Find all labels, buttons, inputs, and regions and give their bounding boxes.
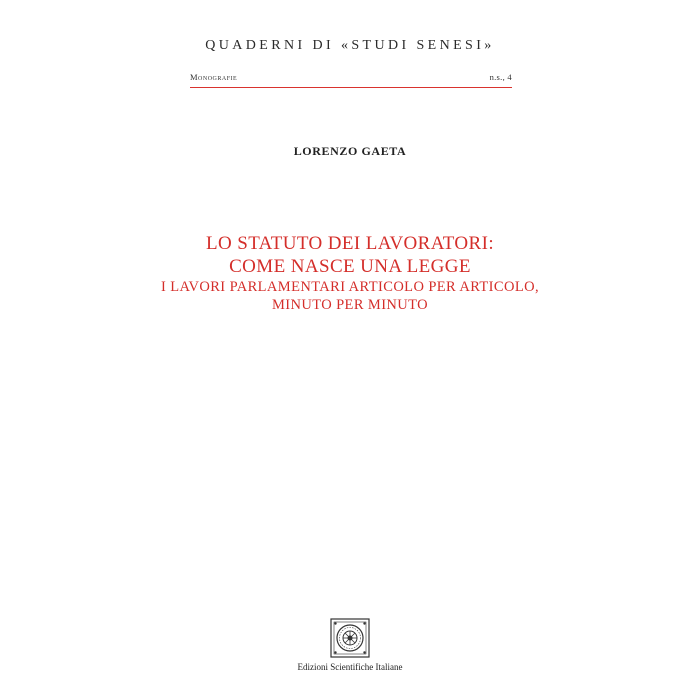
author-name: LORENZO GAETA — [293, 144, 407, 158]
header-rule — [190, 87, 512, 88]
series-collection: Monografie — [190, 72, 238, 82]
subtitle-line-1: I LAVORI PARLAMENTARI ARTICOLO PER ARTICOLO, — [160, 279, 540, 295]
series-title: QUADERNI DI «STUDI SENESI» — [205, 38, 495, 53]
subtitle-line-2: MINUTO PER MINUTO — [271, 297, 429, 313]
book-title-block — [0, 232, 700, 314]
publisher-name: Edizioni Scientifiche Italiane — [297, 662, 403, 672]
title-line-2: COME NASCE UNA LEGGE — [229, 256, 471, 277]
publisher-seal-icon — [330, 618, 370, 658]
series-number: n.s., 4 — [489, 72, 512, 82]
title-line-1: LO STATUTO DEI LAVORATORI: — [205, 233, 495, 254]
series-info-row — [190, 72, 512, 82]
